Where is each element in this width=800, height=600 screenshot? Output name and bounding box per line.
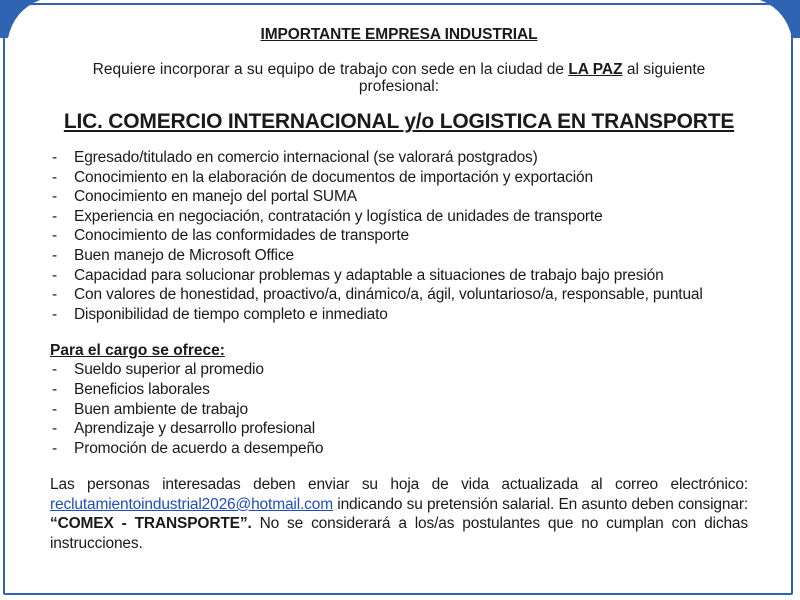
closing-text-2: indicando su pretensión salarial. En asunto deben consignar: — [333, 495, 748, 513]
offer-text: Sueldo superior al promedio — [74, 361, 264, 379]
intro-paragraph — [50, 61, 748, 95]
email-link[interactable]: reclutamientoindustrial2026@hotmail.com — [50, 495, 333, 513]
job-posting — [50, 26, 748, 553]
offer-item — [50, 439, 748, 459]
offer-list — [50, 360, 748, 458]
requirement-text: Conocimiento en manejo del portal SUMA — [74, 188, 357, 206]
bullet-dash: - — [52, 149, 58, 166]
bullet-dash: - — [52, 400, 58, 418]
intro-city: LA PAZ — [568, 61, 623, 78]
offer-text: Beneficios laborales — [74, 380, 210, 398]
closing-text-1: Las personas interesadas deben enviar su hoja de vida actualizada al correo electrónico: — [50, 476, 748, 494]
offer-item — [50, 380, 748, 400]
requirement-text: Experiencia en negociación, contratación y logística de unidades de transporte — [74, 207, 603, 225]
bullet-dash: - — [52, 266, 58, 284]
offer-text: Aprendizaje y desarrollo profesional — [74, 420, 316, 438]
bullet-dash: - — [52, 188, 58, 206]
requirement-item — [50, 285, 748, 305]
requirement-text: Buen manejo de Microsoft Office — [74, 246, 294, 264]
requirement-text: Capacidad para solucionar problemas y adaptable a situaciones de trabajo bajo presión — [74, 266, 664, 284]
bullet-dash: - — [52, 361, 58, 379]
bullet-dash: - — [52, 246, 58, 264]
email-subject: “COMEX - TRANSPORTE”. — [50, 515, 252, 533]
requirement-item — [50, 246, 748, 266]
company-header: IMPORTANTE EMPRESA INDUSTRIAL — [260, 26, 538, 43]
intro-text-after: al siguiente profesional: — [358, 61, 706, 95]
offer-item — [50, 419, 748, 439]
bullet-dash: - — [52, 420, 58, 438]
requirement-text: Disponibilidad de tiempo completo e inmediato — [74, 305, 388, 323]
requirement-item — [50, 168, 748, 188]
bullet-dash: - — [52, 168, 58, 186]
requirement-text: Conocimiento de las conformidades de transporte — [74, 227, 410, 245]
requirement-item — [50, 148, 748, 168]
requirement-text: Con valores de honestidad, proactivo/a, dinámico/a, ágil, voluntarioso/a, responsable, puntual — [74, 286, 703, 304]
bullet-dash: - — [52, 227, 58, 245]
requirement-text: Conocimiento en la elaboración de documentos de importación y exportación — [74, 168, 593, 186]
requirement-item — [50, 305, 748, 325]
offer-item — [50, 400, 748, 420]
requirement-text: Egresado/titulado en comercio internacional (se valorará postgrados) — [74, 149, 538, 166]
offer-text: Buen ambiente de trabajo — [74, 400, 248, 418]
bullet-dash: - — [52, 286, 58, 304]
requirement-item — [50, 226, 748, 246]
offer-item — [50, 360, 748, 380]
intro-text-before: Requiere incorporar a su equipo de trabajo con sede en la ciudad de — [92, 61, 569, 78]
offer-text: Promoción de acuerdo a desempeño — [74, 439, 324, 457]
position-title: LIC. COMERCIO INTERNACIONAL y/o LOGISTICA EN TRANSPORTE — [63, 110, 735, 133]
requirement-item — [50, 207, 748, 227]
application-instructions — [50, 475, 748, 553]
bullet-dash: - — [52, 207, 58, 225]
bullet-dash: - — [52, 305, 58, 323]
closing-text-3: No se considerará a los/as postulantes que no cumplan con dichas instrucciones. — [50, 515, 748, 552]
requirements-list — [50, 148, 748, 324]
requirement-item — [50, 266, 748, 286]
bullet-dash: - — [52, 380, 58, 398]
corner-decoration-right — [740, 0, 800, 38]
requirement-item — [50, 187, 748, 207]
offer-heading: Para el cargo se ofrece: — [50, 342, 225, 360]
bullet-dash: - — [52, 439, 58, 457]
